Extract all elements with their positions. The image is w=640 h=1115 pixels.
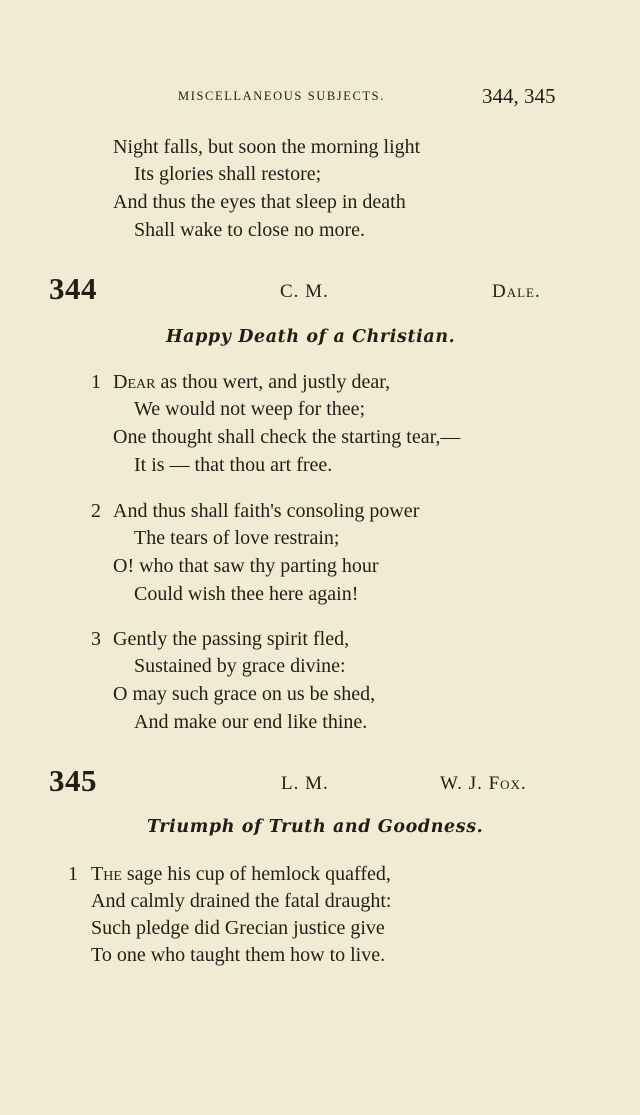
carryover-line-2: Its glories shall restore; — [134, 163, 322, 185]
stanza-3-line-2: Sustained by grace divine: — [134, 655, 346, 677]
h345-line-3: Such pledge did Grecian justice give — [91, 917, 385, 939]
stanza-number: 1 — [91, 371, 101, 393]
stanza-2-line-2: The tears of love restrain; — [134, 527, 340, 549]
hymn-345-title: Triumph of Truth and Goodness. — [147, 817, 484, 837]
carryover-line-4: Shall wake to close no more. — [134, 219, 366, 241]
stanza-number: 3 — [91, 628, 101, 650]
stanza-number: 2 — [91, 500, 101, 522]
stanza-1-line-2: We would not weep for thee; — [134, 398, 366, 420]
stanza-2-line-1: And thus shall faith's consoling power — [113, 500, 420, 522]
hymn-344-meter: C. M. — [280, 281, 329, 302]
stanza-2-line-3: O! who that saw thy parting hour — [113, 555, 379, 577]
hymn-344-title: Happy Death of a Christian. — [166, 327, 456, 347]
running-title: MISCELLANEOUS SUBJECTS. — [178, 89, 385, 103]
stanza-1-line-3: One thought shall check the starting tear,— — [113, 426, 461, 448]
hymn-344-composer: Dale. — [492, 281, 541, 302]
hymn-345-meter: L. M. — [281, 773, 329, 794]
carryover-line-1: Night falls, but soon the morning light — [113, 136, 421, 158]
h345-line-2: And calmly drained the fatal draught: — [91, 890, 392, 912]
h345-line-4: To one who taught them how to live. — [91, 944, 386, 966]
stanza-number: 1 — [68, 863, 78, 885]
carryover-line-3: And thus the eyes that sleep in death — [113, 191, 406, 213]
hymn-345-composer: W. J. Fox. — [440, 773, 527, 794]
stanza-3-line-3: O may such grace on us be shed, — [113, 683, 376, 705]
stanza-1-line-4: It is — that thou art free. — [134, 454, 333, 476]
hymn-344-number: 344 — [49, 271, 97, 306]
h345-line-1: The sage his cup of hemlock quaffed, — [91, 863, 391, 885]
stanza-1-line-1: Dear as thou wert, and justly dear, — [113, 371, 391, 393]
page-numbers: 344, 345 — [482, 84, 556, 108]
stanza-2-line-4: Could wish thee here again! — [134, 583, 359, 605]
stanza-3-line-4: And make our end like thine. — [134, 711, 368, 733]
stanza-3-line-1: Gently the passing spirit fled, — [113, 628, 350, 650]
hymn-345-number: 345 — [49, 763, 97, 798]
